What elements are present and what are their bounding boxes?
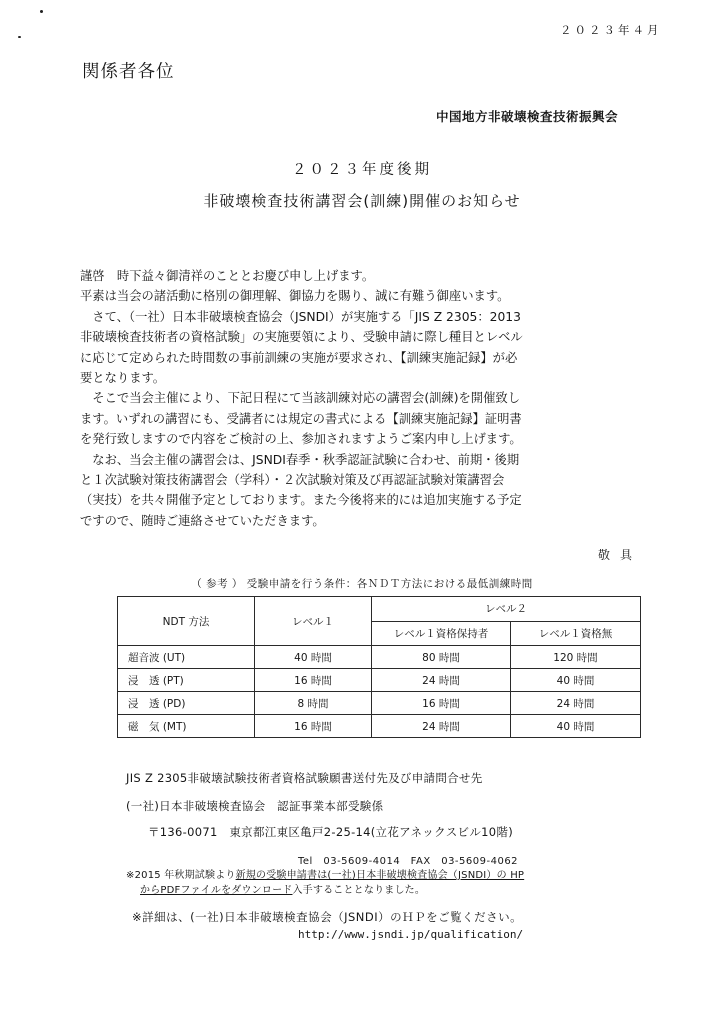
header-level1: レベル１ [255, 597, 372, 646]
qualification-url[interactable]: http://www.jsndi.jp/qualification/ [298, 928, 524, 941]
addressee: 関係者各位 [82, 62, 175, 82]
cell-method: 浸 透 (PD) [118, 692, 255, 715]
body-line: 非破壊検査技術者の資格試験」の実施要領により、受験申請に際し種目とレベル [80, 330, 523, 345]
body-line: （実技）を共々開催予定としております。また今後将来的には追加実施する予定 [80, 493, 522, 508]
note-download-line1 [126, 866, 524, 881]
note-download-line2 [140, 881, 425, 896]
letter-body [80, 266, 650, 531]
body-line: さて、（一社）日本非破壊検査協会（JSNDI）が実施する「JIS Z 2305：2013 [80, 309, 521, 324]
document-title: 非破壊検査技術講習会(訓練)開催のお知らせ [203, 192, 521, 210]
cell-method: 超音波 (UT) [118, 646, 255, 669]
note-underlined-text: からPDFファイルをダウンロード [140, 885, 293, 896]
table-header-row [118, 597, 641, 622]
table-row [118, 692, 641, 715]
table-row [118, 669, 641, 692]
contact-heading: JIS Z 2305非破壊試験技術者資格試験願書送付先及び申請問合せ先 [126, 771, 483, 785]
cell-level1: 40 時間 [255, 646, 372, 669]
contact-phone-fax: Tel 03-5609-4014 FAX 03-5609-4062 [298, 856, 519, 867]
cell-level2-holder: 16 時間 [372, 692, 511, 715]
header-level1-none: レベル１資格無 [511, 621, 641, 646]
cell-level1: 8 時間 [255, 692, 372, 715]
document-date: ２０２３年４月 [560, 23, 662, 37]
scan-speck [40, 10, 43, 13]
table-row [118, 715, 641, 738]
body-line: ます。いずれの講習にも、受講者には規定の書式による【訓練実施記録】証明書 [80, 411, 522, 426]
table-caption: （ 参考 ） 受験申請を行う条件：各ＮＤＴ方法における最低訓練時間 [191, 578, 533, 590]
scan-speck [18, 36, 21, 38]
table-row [118, 646, 641, 669]
cell-level2-none: 40 時間 [511, 669, 641, 692]
closing-salutation: 敬具 [598, 548, 643, 562]
body-line: 平素は当会の諸活動に格別の御理解、御協力を賜り、誠に有難う御座います。 [80, 289, 510, 304]
contact-organization: (一社)日本非破壊検査協会 認証事業本部受験係 [126, 799, 384, 813]
body-line: と１次試験対策技術講習会（学科）・２次試験対策及び再認証試験対策講習会 [80, 473, 505, 488]
cell-level2-holder: 24 時間 [372, 715, 511, 738]
contact-address: 〒136-0071 東京都江東区亀戸2-25-14(立花アネックスビル10階) [148, 825, 513, 839]
body-line: そこで当会主催により、下記日程にて当該訓練対応の講習会(訓練)を開催致し [80, 391, 520, 406]
training-hours-table [117, 596, 641, 738]
note-details: ※詳細は、(一社)日本非破壊検査協会（JSNDI）のＨＰをご覧ください。 [132, 910, 523, 924]
body-line: なお、当会主催の講習会は、JSNDI春季・秋季認証試験に合わせ、前期・後期 [80, 452, 520, 467]
document-title-year: ２０２３年度後期 [292, 162, 432, 178]
cell-level1: 16 時間 [255, 715, 372, 738]
cell-method: 磁 気 (MT) [118, 715, 255, 738]
body-line: を発行致しますので内容をご検討の上、参加されますようご案内申し上げます。 [80, 432, 522, 447]
header-level2: レベル２ [372, 597, 641, 622]
cell-level2-none: 24 時間 [511, 692, 641, 715]
cell-level2-holder: 80 時間 [372, 646, 511, 669]
header-level1-holder: レベル１資格保持者 [372, 621, 511, 646]
body-line: 謹啓 時下益々御清祥のこととお慶び申し上げます。 [80, 269, 375, 283]
cell-level2-none: 120 時間 [511, 646, 641, 669]
note-underlined-text: 新規の受験申請書は(一社)日本非破壊検査協会（JSNDI）の HP [235, 870, 525, 881]
body-line: 要となります。 [80, 371, 166, 386]
cell-level2-none: 40 時間 [511, 715, 641, 738]
body-line: に応じて定められた時間数の事前訓練の実施が要求され、【訓練実施記録】が必 [80, 350, 518, 365]
cell-level1: 16 時間 [255, 669, 372, 692]
body-line: ですので、随時ご連絡させていただきます。 [80, 513, 325, 528]
sender-organization: 中国地方非破壊検査技術振興会 [436, 109, 619, 124]
cell-level2-holder: 24 時間 [372, 669, 511, 692]
header-ndt-method: NDT 方法 [118, 597, 255, 646]
cell-method: 浸 透 (PT) [118, 669, 255, 692]
note-prefix: ※2015 年秋期試験より [126, 870, 236, 881]
note-suffix: 入手することとなりました。 [292, 885, 426, 896]
